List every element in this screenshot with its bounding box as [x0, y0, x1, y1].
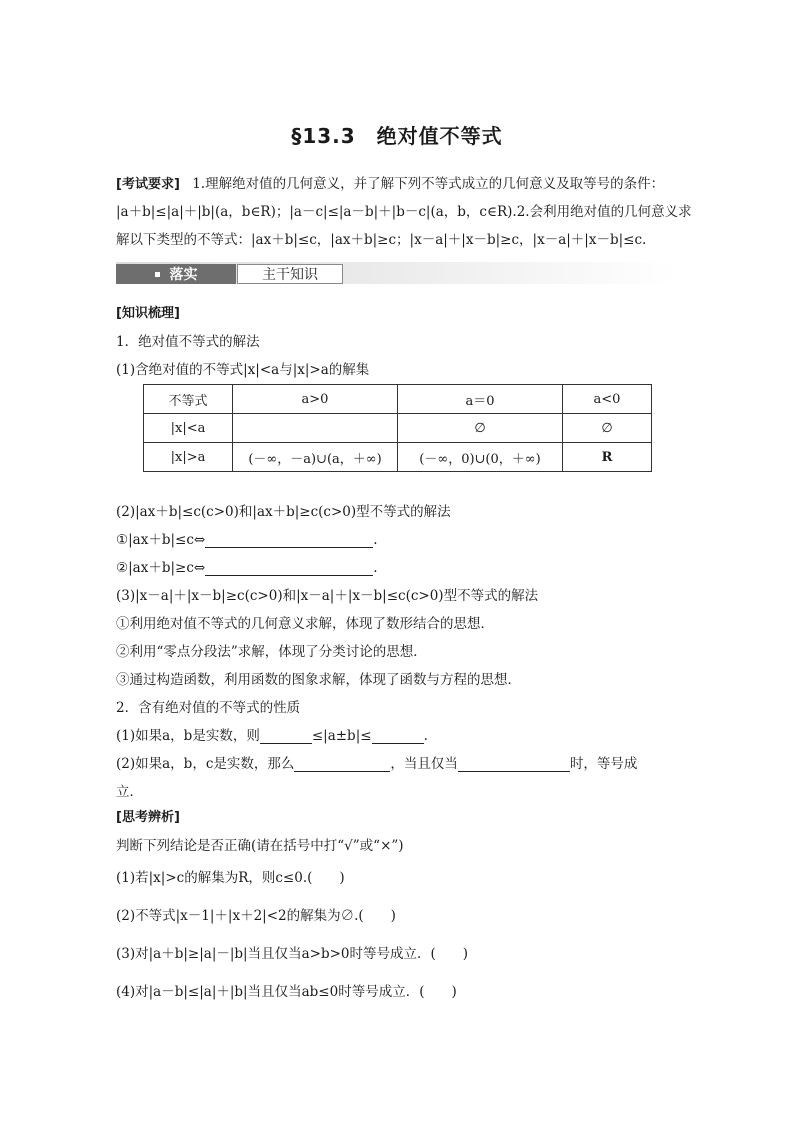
item-2-2-mid: ，当且仅当: [390, 756, 458, 772]
knowledge-label: [知识梳理]: [116, 306, 180, 321]
answer-blank[interactable]: [260, 729, 312, 744]
table-cell: (－∞，－a)∪(a，＋∞): [233, 443, 398, 472]
table-cell: ∅: [398, 414, 563, 443]
answer-blank[interactable]: [205, 561, 373, 576]
banner-left: [116, 264, 236, 284]
item-1-3b: ②利用“零点分段法”求解，体现了分类讨论的思想．: [116, 644, 427, 660]
question-2: (2)不等式|x－1|＋|x＋2|<2的解集为∅.( ): [116, 908, 396, 924]
requirements-line-2: |a＋b|≤|a|＋|b|(a，b∈R)；|a－c|≤|a－b|＋|b－c|(a，b，c∈R).2.会利用绝对值的几何意义求: [116, 204, 692, 220]
banner-left-label: 落实: [169, 267, 198, 283]
table-cell: 不等式: [144, 385, 233, 414]
item-1-2a-text: ①|ax＋b|≤c⇔: [116, 532, 206, 548]
square-icon: [155, 272, 160, 277]
table-cell: ∅: [563, 414, 652, 443]
item-2-1-pre: (1)如果a，b是实数，则: [116, 728, 260, 744]
heading-1-2: (2)|ax＋b|≤c(c>0)和|ax＋b|≥c(c>0)型不等式的解法: [116, 504, 451, 520]
heading-2: 2．含有绝对值的不等式的性质: [116, 700, 301, 716]
table-cell: |x|<a: [144, 414, 233, 443]
judge-intro: 判断下列结论是否正确(请在括号中打“√”或“×”): [116, 838, 404, 854]
table-cell: [233, 414, 398, 443]
requirements-label: [考试要求]: [116, 177, 180, 192]
requirements-line-3: 解以下类型的不等式：|ax＋b|≤c，|ax＋b|≥c；|x－a|＋|x－b|≥c，|x－a|＋|x－b|≤c.: [116, 232, 647, 248]
requirements-line-1: [116, 172, 664, 192]
table-row: [144, 414, 652, 443]
answer-blank[interactable]: [458, 757, 570, 772]
answer-blank[interactable]: [372, 729, 424, 744]
thinking-label: [思考辨析]: [116, 810, 180, 825]
heading-1: 1．绝对值不等式的解法: [116, 334, 260, 350]
heading-1-3: (3)|x－a|＋|x－b|≥c(c>0)和|x－a|＋|x－b|≤c(c>0)型不等式的解法: [116, 588, 539, 604]
item-2-1-mid: ≤|a±b|≤: [311, 728, 372, 744]
question-1: (1)若|x|>c的解集为R，则c≤0.( ): [116, 870, 345, 886]
table-cell: |x|>a: [144, 443, 233, 472]
banner-right: 主干知识: [237, 264, 343, 284]
item-2-1: [116, 724, 428, 744]
item-1-3c: ③通过构造函数，利用函数的图象求解，体现了函数与方程的思想．: [116, 672, 521, 688]
item-2-2-end: 时，等号成: [569, 756, 638, 772]
table-header-row: [144, 385, 652, 414]
solution-set-table: [143, 384, 652, 472]
question-4: (4)对|a－b|≤|a|＋|b|当且仅当ab≤0时等号成立．( ): [116, 984, 457, 1000]
item-1-2b: ②|ax＋b|≥c⇔ .: [116, 560, 378, 576]
item-1-2b-text: ②|ax＋b|≥c⇔: [116, 560, 206, 576]
item-2-2-pre: (2)如果a，b，c是实数，那么: [116, 756, 295, 772]
answer-blank[interactable]: [205, 533, 373, 548]
item-2-2-cont: 立．: [116, 784, 143, 800]
item-2-2: [116, 752, 637, 772]
question-3: (3)对|a＋b|≥|a|－|b|当且仅当a>b>0时等号成立．( ): [116, 946, 469, 962]
heading-1-1: (1)含绝对值的不等式|x|<a与|x|>a的解集: [116, 362, 370, 378]
table-row: [144, 443, 652, 472]
requirements-text-1: 1.理解绝对值的几何意义，并了解下列不等式成立的几何意义及取等号的条件：: [192, 176, 665, 192]
table-cell: a＝0: [398, 385, 563, 414]
item-2-1-end: .: [423, 728, 428, 744]
table-cell: (－∞，0)∪(0，＋∞): [398, 443, 563, 472]
table-cell: R: [563, 443, 652, 472]
table-cell: a<0: [563, 385, 652, 414]
table-cell: a>0: [233, 385, 398, 414]
item-1-3a: ①利用绝对值不等式的几何意义求解，体现了数形结合的思想．: [116, 616, 494, 632]
section-banner: [116, 262, 676, 284]
item-1-2a: ①|ax＋b|≤c⇔ .: [116, 532, 378, 548]
answer-blank[interactable]: [294, 757, 390, 772]
page-title: §13.3 绝对值不等式: [291, 124, 503, 148]
